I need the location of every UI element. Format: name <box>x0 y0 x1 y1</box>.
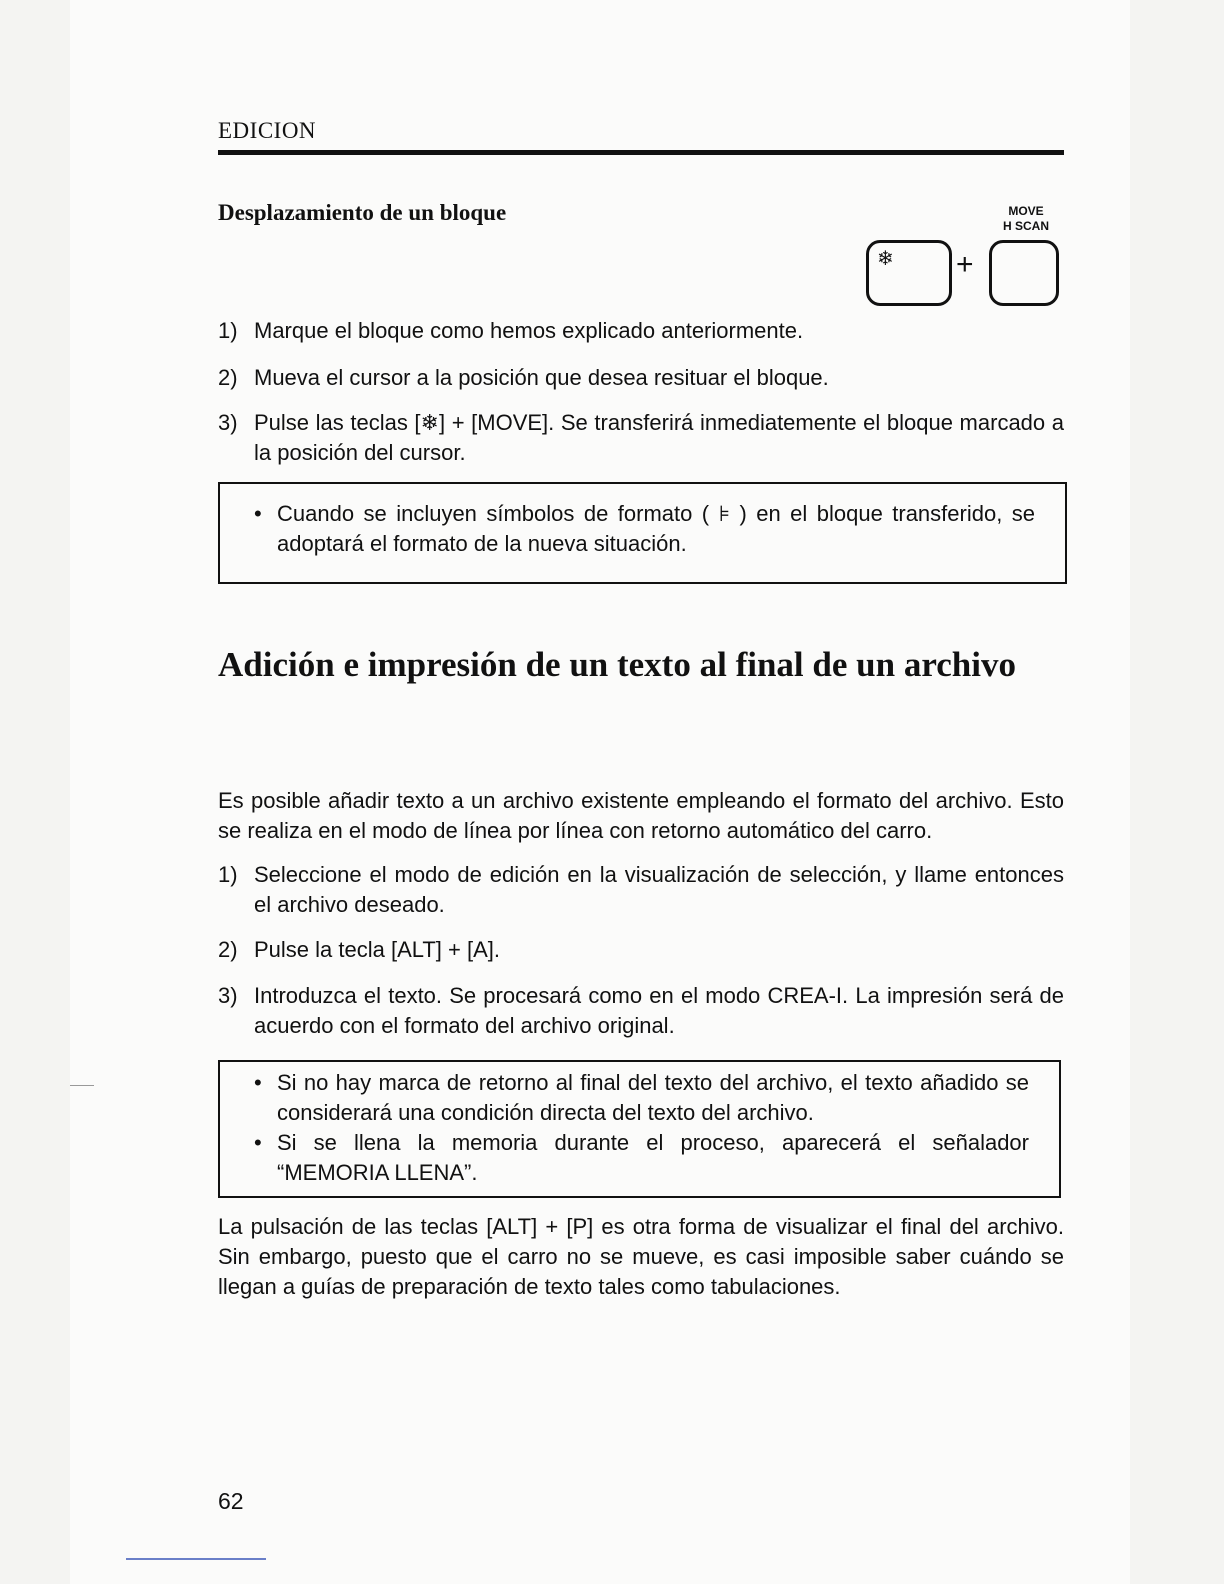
bullet: • <box>254 1070 262 1095</box>
page-number: 62 <box>218 1488 244 1514</box>
step-number: 2) <box>218 365 238 390</box>
move-label-line2: H SCAN <box>1002 219 1049 233</box>
closing-paragraph: La pulsación de las teclas [ALT] + [P] es otra forma de visualizar el final del archivo. Sin embargo, puesto que el carro no se mueve, es casi imposible saber cuándo se llegan a guías de preparación de texto tales como tabulaciones. <box>218 1214 1064 1299</box>
note-box <box>218 482 1067 584</box>
intro-paragraph: Es posible añadir texto a un archivo existente empleando el formato del archivo. Esto se realiza en el modo de línea por línea con retorno automático del carro. <box>218 788 1064 843</box>
note-text: Si no hay marca de retorno al final del texto del archivo, el texto añadido se considerará una condición directa del texto del archivo. <box>277 1070 1029 1125</box>
bullet: • <box>254 1130 262 1155</box>
note-text: Si se llena la memoria durante el proceso, aparecerá el señalador “MEMORIA LLENA”. <box>277 1130 1029 1185</box>
list-item <box>218 363 1064 393</box>
list-item <box>218 981 1064 1041</box>
snowflake-icon: ❄ <box>877 248 894 270</box>
bullet: • <box>254 501 262 526</box>
step-text: Introduzca el texto. Se procesará como en el modo CREA-I. La impresión será de acuerdo con el formato del archivo original. <box>254 983 1064 1038</box>
step-text: Marque el bloque como hemos explicado anteriormente. <box>254 318 804 343</box>
list-item <box>218 935 1064 965</box>
section-heading: Adición e impresión de un texto al final de un archivo <box>218 645 1016 684</box>
note-item <box>220 1068 1059 1128</box>
note-item <box>220 1128 1059 1188</box>
list-item <box>218 860 1064 920</box>
code-key <box>866 240 952 306</box>
list-item <box>218 316 1064 346</box>
section-subheading: Desplazamiento de un bloque <box>218 200 507 225</box>
step-number: 3) <box>218 983 238 1008</box>
header-rule <box>218 150 1064 155</box>
note-box <box>218 1060 1061 1198</box>
step-number: 3) <box>218 410 238 435</box>
list-item <box>218 408 1064 468</box>
step-text: Mueva el cursor a la posición que desea resituar el bloque. <box>254 365 829 390</box>
step-text: Pulse las teclas [❄] + [MOVE]. Se transferirá inmediatemente el bloque marcado a la posición del cursor. <box>254 410 1064 465</box>
margin-mark <box>70 1085 94 1086</box>
move-key-label <box>996 204 1056 234</box>
note-text: Cuando se incluyen símbolos de formato ( ⊧ ) en el bloque transferido, se adoptará el formato de la nueva situación. <box>277 501 1035 556</box>
step-number: 2) <box>218 937 238 962</box>
scan-artifact-line <box>126 1558 266 1560</box>
move-label-line1: MOVE <box>1008 204 1044 218</box>
move-key <box>989 240 1059 306</box>
step-text: Pulse la tecla [ALT] + [A]. <box>254 937 500 962</box>
note-item <box>220 499 1065 559</box>
step-text: Seleccione el modo de edición en la visualización de selección, y llame entonces el archivo deseado. <box>254 862 1064 917</box>
step-number: 1) <box>218 318 238 343</box>
plus-sign: + <box>956 248 974 281</box>
running-header: EDICION <box>218 118 317 143</box>
key-combination-diagram <box>860 204 1065 309</box>
step-number: 1) <box>218 862 238 887</box>
